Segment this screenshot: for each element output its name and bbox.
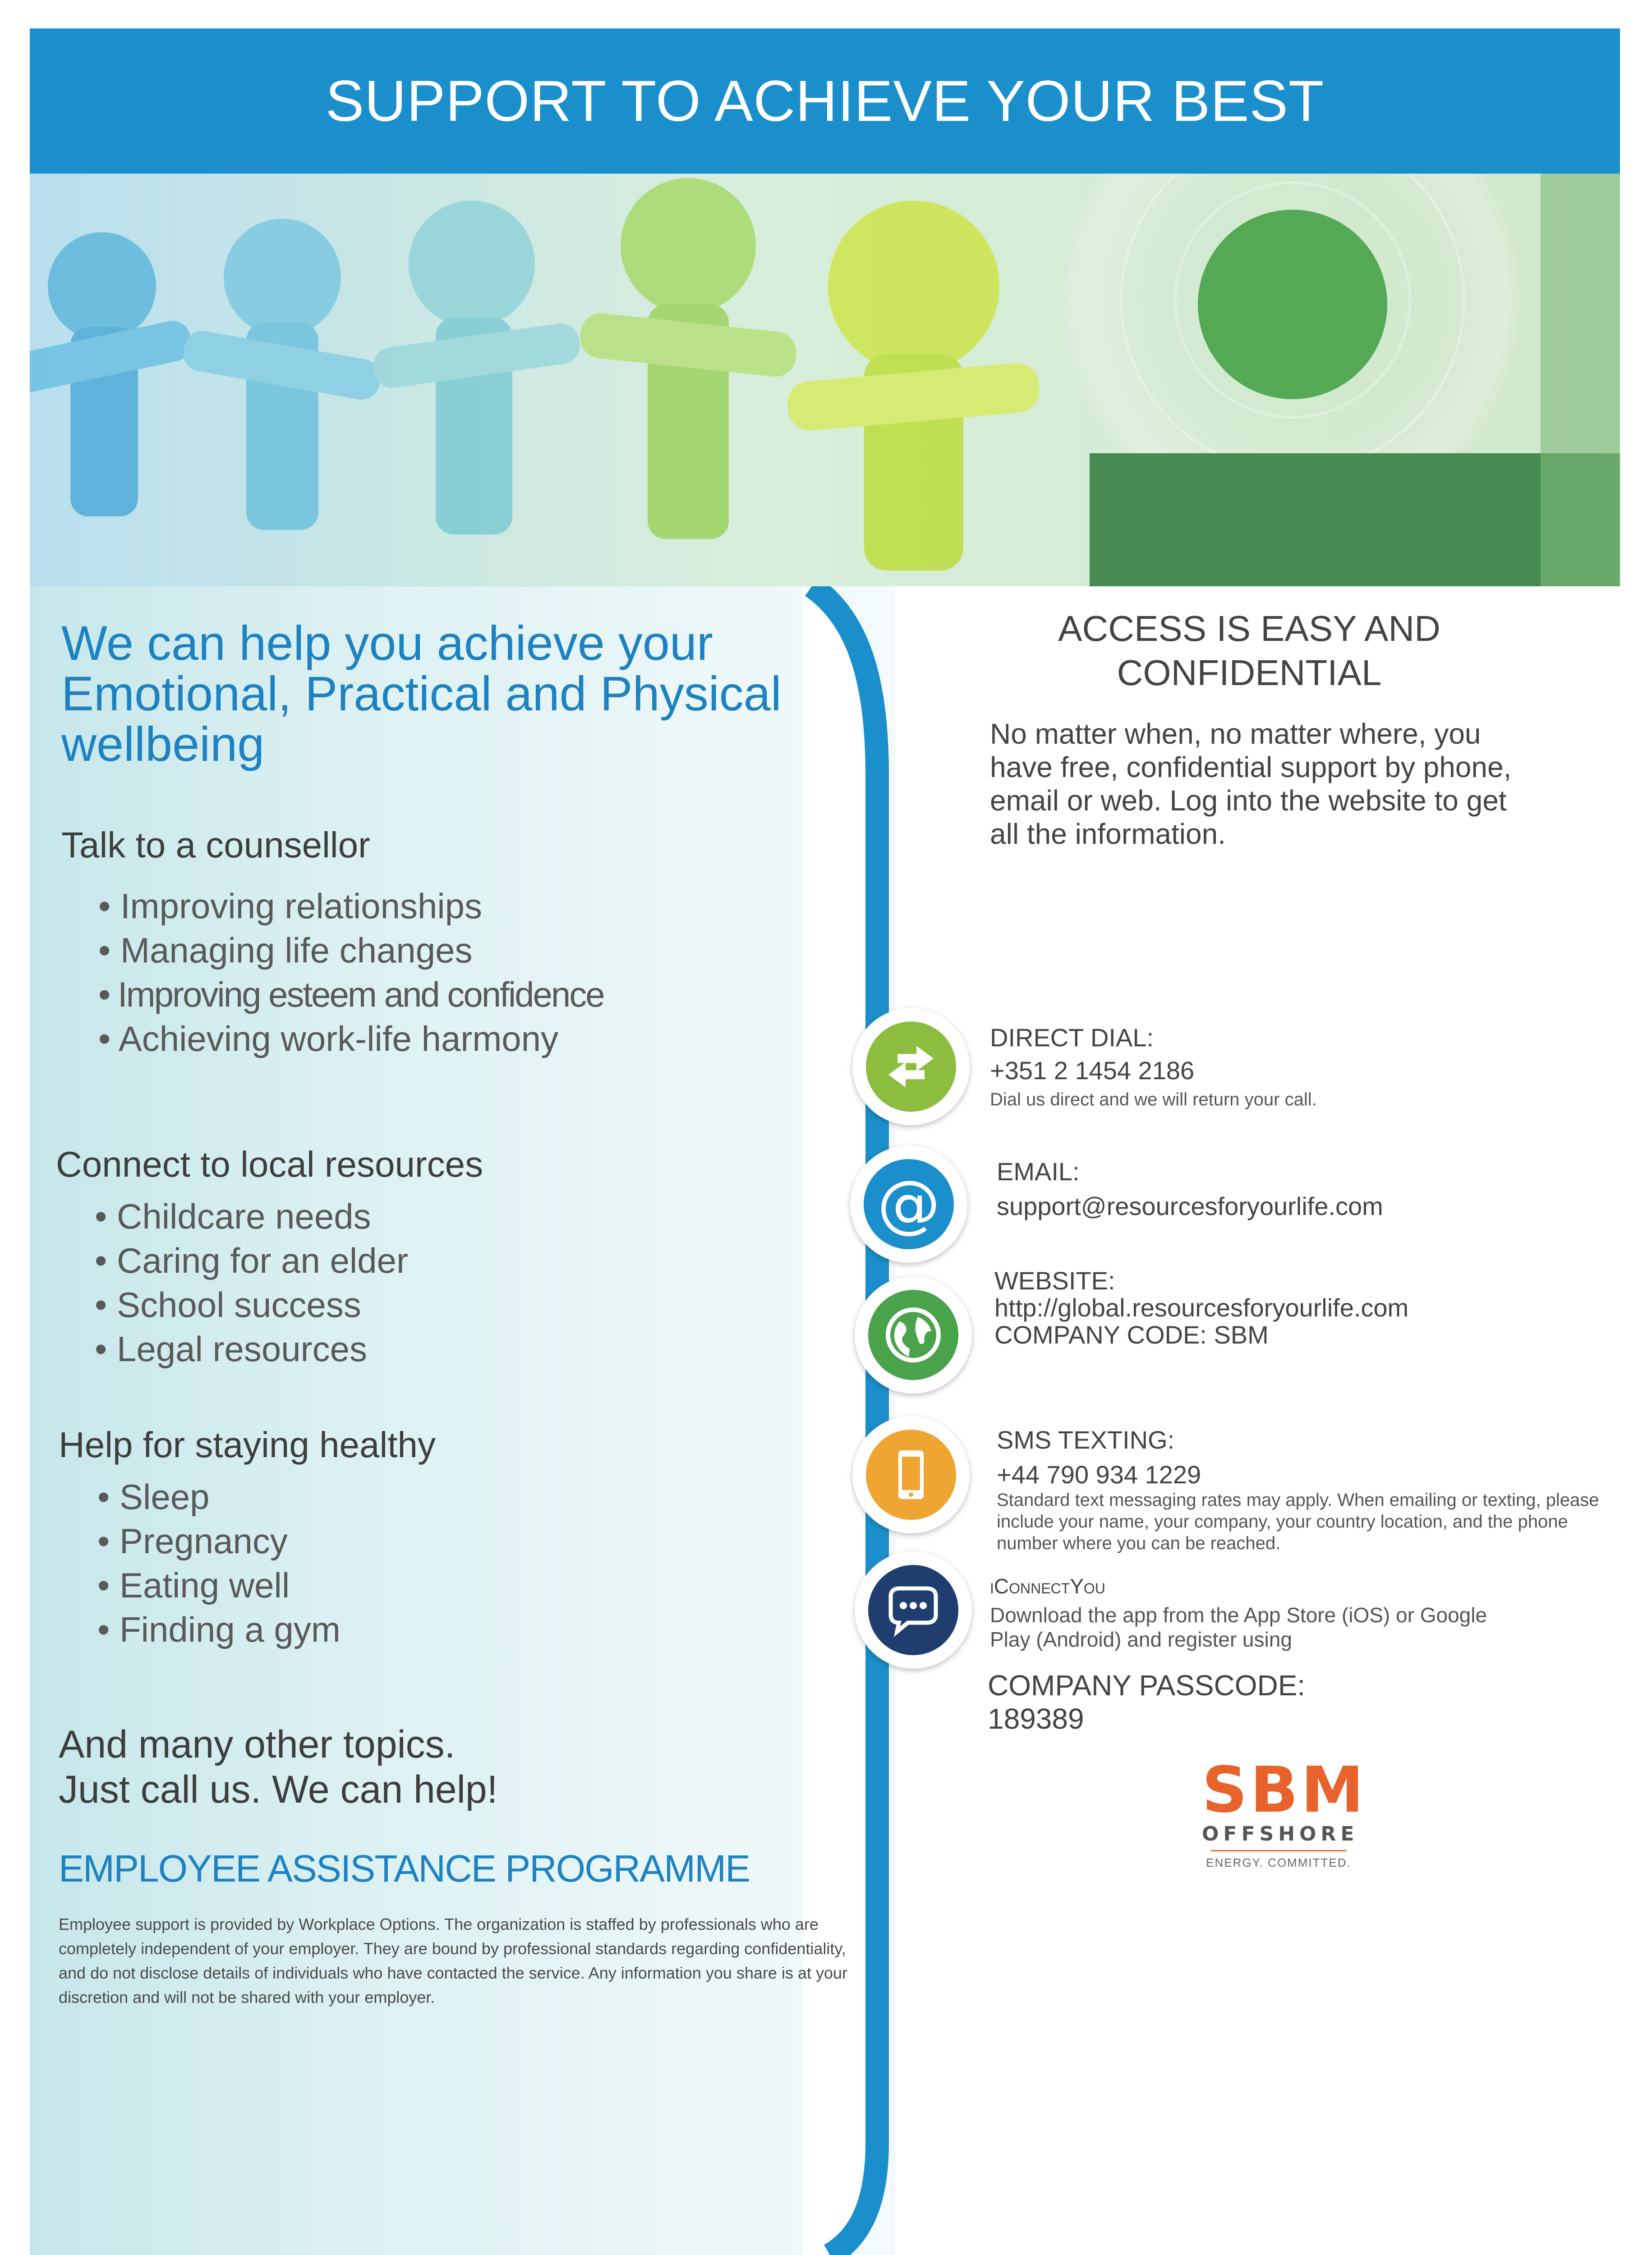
list-item: • Improving relationships	[98, 884, 604, 928]
website-url[interactable]: http://global.resourcesforyourlife.com	[994, 1293, 1409, 1322]
passcode-label: COMPANY PASSCODE:	[988, 1669, 1306, 1702]
hero-image	[30, 174, 1620, 586]
phone-arrows-icon	[866, 1022, 956, 1112]
list-local-resources	[95, 1194, 408, 1371]
sbm-offshore-logo	[1202, 1753, 1367, 1870]
mobile-phone-icon	[866, 1430, 956, 1520]
passcode-value: 189389	[988, 1703, 1084, 1735]
chat-bubble-icon	[868, 1565, 958, 1655]
lead-heading: We can help you achieve your Emotional, Practical and Physical wellbeing	[61, 616, 782, 771]
passcode-block	[988, 1669, 1305, 1735]
closing-message	[59, 1722, 498, 1812]
sms-number[interactable]: +44 790 934 1229	[997, 1460, 1201, 1489]
logo-mark: SBM	[1202, 1753, 1367, 1827]
access-heading: ACCESS IS EASY AND CONFIDENTIAL	[1058, 608, 1440, 693]
list-item: • Finding a gym	[97, 1607, 341, 1652]
app-badge	[855, 1551, 972, 1669]
email-address[interactable]: support@resourcesforyourlife.com	[997, 1192, 1383, 1220]
direct-dial-label: DIRECT DIAL:	[990, 1023, 1154, 1052]
sms-note: Standard text messaging rates may apply. When emailing or texting, please include your name, your company, your country location, and the phone number where you can be reached.	[997, 1490, 1599, 1553]
list-item: • School success	[95, 1283, 408, 1327]
list-item: • Pregnancy	[97, 1519, 341, 1563]
sms-label: SMS TEXTING:	[997, 1426, 1175, 1454]
closing-line-1: And many other topics.	[59, 1723, 456, 1766]
website-badge	[855, 1276, 972, 1394]
eap-title: EMPLOYEE ASSISTANCE PROGRAMME	[59, 1847, 750, 1890]
paper-people-illustration	[30, 174, 1620, 586]
direct-dial-number[interactable]: +351 2 1454 2186	[990, 1056, 1195, 1085]
globe-icon	[868, 1290, 958, 1380]
website-block	[994, 1267, 1408, 1348]
eap-description: Employee support is provided by Workplace Options. The organization is staffed by professionals who are completely independent of your employer. They are bound by professional standards regarding confidentiality, and do not disclose details of individuals who have contacted the service. Any information you share is at your discretion and will not be shared with your employer.	[59, 1915, 848, 2006]
list-counsellor	[98, 884, 604, 1061]
list-item: • Childcare needs	[95, 1194, 408, 1238]
list-item: • Legal resources	[95, 1327, 408, 1371]
logo-tagline: ENERGY. COMMITTED.	[1206, 1856, 1351, 1869]
closing-line-2: Just call us. We can help!	[59, 1768, 498, 1811]
company-code: COMPANY CODE: SBM	[994, 1321, 1269, 1349]
list-item: • Eating well	[97, 1563, 341, 1607]
email-badge	[850, 1146, 967, 1263]
list-item: • Improving esteem and confidence	[98, 972, 604, 1017]
at-sign-icon: @	[864, 1159, 954, 1249]
list-item: • Sleep	[97, 1475, 341, 1519]
list-item: • Caring for an elder	[95, 1238, 408, 1283]
direct-dial-block	[990, 1023, 1317, 1110]
app-block	[990, 1574, 1531, 1652]
website-label: WEBSITE:	[994, 1266, 1115, 1295]
app-note: Download the app from the App Store (iOS) or Google Play (Android) and register using	[990, 1603, 1487, 1651]
header-bar	[30, 28, 1620, 174]
email-label: EMAIL:	[997, 1157, 1080, 1186]
list-healthy	[97, 1475, 341, 1652]
section-heading-local-resources: Connect to local resources	[56, 1144, 483, 1184]
page-title: SUPPORT TO ACHIEVE YOUR BEST	[325, 69, 1325, 133]
list-item: • Managing life changes	[98, 928, 604, 972]
app-name: iConnectYou	[990, 1574, 1105, 1598]
logo-name: OFFSHORE	[1202, 1822, 1359, 1845]
direct-dial-badge	[852, 1008, 970, 1125]
direct-dial-note: Dial us direct and we will return your call.	[990, 1090, 1317, 1109]
sms-badge	[852, 1416, 970, 1533]
section-heading-healthy: Help for staying healthy	[59, 1425, 436, 1465]
section-heading-counsellor: Talk to a counsellor	[61, 825, 370, 865]
sms-block	[997, 1425, 1601, 1554]
email-block	[997, 1157, 1383, 1221]
list-item: • Achieving work-life harmony	[98, 1017, 604, 1061]
access-description: No matter when, no matter where, you have free, confidential support by phone, email or web. Log into the website to get all the information.	[990, 718, 1512, 850]
